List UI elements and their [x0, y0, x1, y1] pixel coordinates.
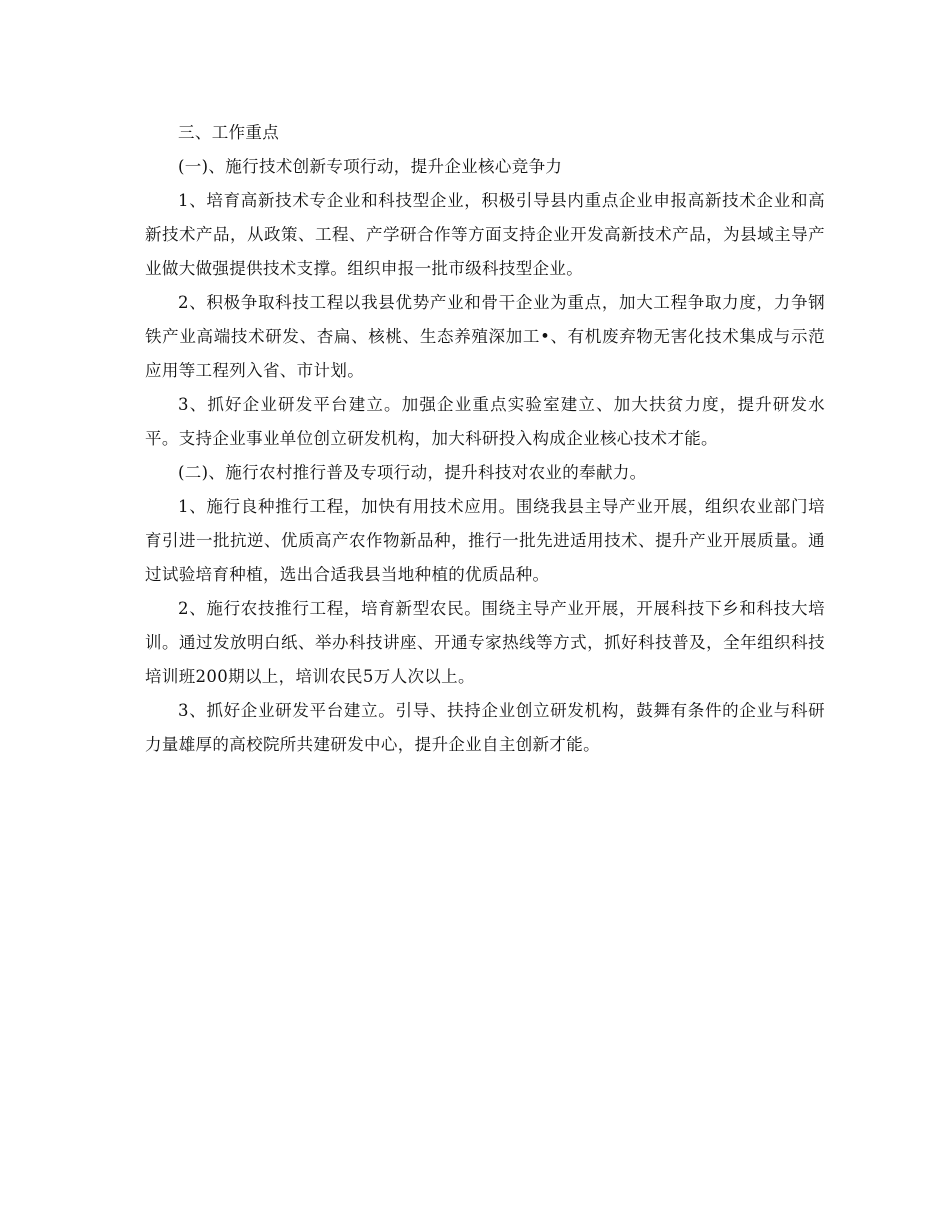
subsection-heading-2: (二)、施行农村推行普及专项行动，提升科技对农业的奉献力。 — [178, 463, 647, 482]
paragraph-2-1: 1、施行良种推行工程，加快有用技术应用。围绕我县主导产业开展，组织农业部门培育引进一批抗逆、优质高产农作物新品种，推行一批先进适用技术、提升产业开展质量。通过试验培育种植，选出合适我县当地种植的优质品种。 — [145, 497, 825, 584]
document-body — [145, 116, 825, 762]
paragraph-1-1: 1、培育高新技术专企业和科技型企业，积极引导县内重点企业申报高新技术企业和高新技术产品，从政策、工程、产学研合作等方面支持企业开发高新技术产品，为县域主导产业做大做强提供技术支撑。组织申报一批市级科技型企业。 — [145, 191, 825, 278]
paragraph-2-3: 3、抓好企业研发平台建立。引导、扶持企业创立研发机构，鼓舞有条件的企业与科研力量雄厚的高校院所共建研发中心，提升企业自主创新才能。 — [145, 701, 825, 754]
paragraph-1-3: 3、抓好企业研发平台建立。加强企业重点实验室建立、加大扶贫力度，提升研发水平。支持企业事业单位创立研发机构，加大科研投入构成企业核心技术才能。 — [145, 395, 825, 448]
subsection-heading-1: (一)、施行技术创新专项行动，提升企业核心竞争力 — [178, 157, 563, 176]
paragraph-2-2: 2、施行农技推行工程，培育新型农民。围绕主导产业开展，开展科技下乡和科技大培训。通过发放明白纸、举办科技讲座、开通专家热线等方式，抓好科技普及，全年组织科技培训班200期以上，培训农民5万人次以上。 — [145, 599, 825, 686]
paragraph-1-2: 2、积极争取科技工程以我县优势产业和骨干企业为重点，加大工程争取力度，力争钢铁产业高端技术研发、杏扁、核桃、生态养殖深加工•、有机废弃物无害化技术集成与示范应用等工程列入省、市计划。 — [145, 293, 825, 380]
section-heading: 三、工作重点 — [178, 123, 280, 142]
